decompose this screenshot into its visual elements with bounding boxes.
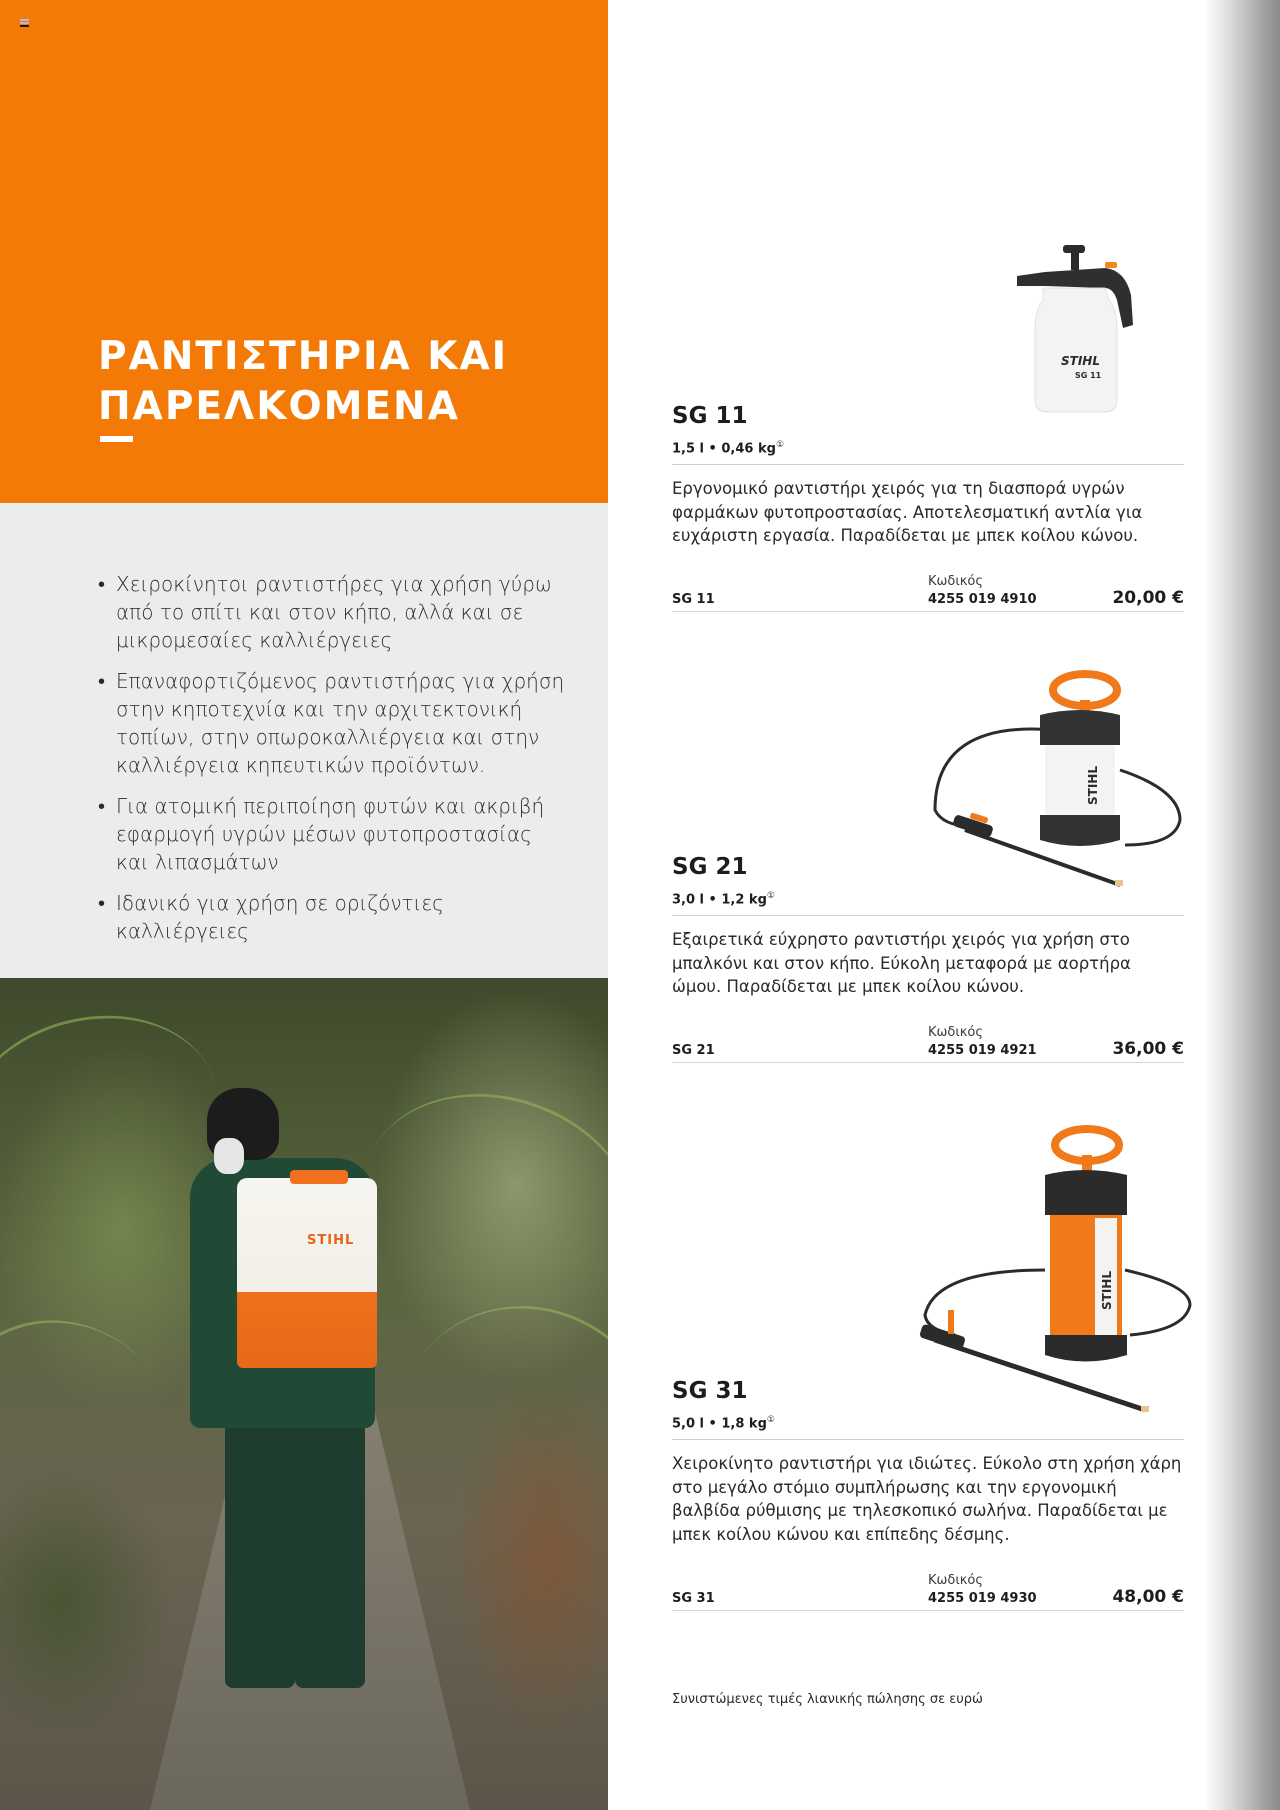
left-column xyxy=(0,0,608,1810)
page-title-line1: ΡΑΝΤΙΣΤΗΡΙΑ ΚΑΙ xyxy=(98,334,509,379)
title-underline-divider xyxy=(100,436,133,442)
feature-item: • Ιδανικό για χρήση σε οριζόντιες καλλιέργειες xyxy=(98,889,568,945)
product-description: Εργονομικό ραντιστήρι χειρός για τη διασπορά υγρών φαρμάκων φυτοπροστασίας. Αποτελεσματική αντλία για ευχάριστη εργασία. Παραδίδεται με μπεκ κοίλου κώνου. xyxy=(672,479,1143,546)
feature-item: • Χειροκίνητοι ραντιστήρες για χρήση γύρω από το σπίτι και στον κήπο, αλλά και σε μικρομεσαίες καλλιέργειες xyxy=(98,570,568,654)
code-label: Κωδικός xyxy=(928,1025,984,1040)
product-sg31 xyxy=(672,1377,1184,1607)
feature-item: • Επαναφορτιζόμενος ραντιστήρας για χρήση στην κηποτεχνία και την αρχιτεκτονική τοπίων, στην οπωροκαλλιέργεια και στην καλλιέργεια κηπευτικών προϊόντων. xyxy=(98,667,568,779)
sg21-logo: STIHL xyxy=(1086,766,1100,805)
feature-list xyxy=(98,570,568,958)
title-panel xyxy=(0,0,608,503)
product-code: 4255 019 4921 xyxy=(928,1043,1037,1058)
price-row xyxy=(672,1571,1184,1611)
price-row xyxy=(672,572,1184,612)
sg31-logo: STIHL xyxy=(1100,1271,1114,1310)
backpack-cap xyxy=(290,1170,348,1184)
page-title xyxy=(98,332,578,432)
feature-item: • Για ατομική περιποίηση φυτών και ακριβή εφαρμογή υγρών μέσων φυτοπροστασίας και λιπασμάτων xyxy=(98,792,568,876)
sg11-product-image xyxy=(1005,240,1145,420)
product-description: Εξαιρετικά εύχρηστο ραντιστήρι χειρός για χρήση στο μπαλκόνι και στον κήπο. Εύκολη μεταφορά με αορτήρα ώμου. Παραδίδεται με μπεκ κοίλου κώνου. xyxy=(672,930,1131,997)
hamburger-menu-icon[interactable] xyxy=(20,19,29,28)
code-label: Κωδικός xyxy=(928,574,984,589)
product-price: 20,00 € xyxy=(1112,588,1184,608)
product-price: 48,00 € xyxy=(1112,1587,1184,1607)
product-name: SG 21 xyxy=(672,854,748,880)
code-label: Κωδικός xyxy=(928,1573,984,1588)
page-edge-shadow xyxy=(1205,0,1280,1810)
sg31-product-image xyxy=(915,1120,1200,1420)
backpack-sprayer xyxy=(237,1178,377,1368)
backpack-logo: STIHL xyxy=(307,1233,355,1248)
price-row xyxy=(672,1023,1184,1063)
sg11-logo: STIHL xyxy=(1061,354,1100,368)
page-title-line2: ΠΑΡΕΛΚΟΜΕΝΑ xyxy=(98,384,460,429)
row-model: SG 11 xyxy=(672,592,715,607)
product-code: 4255 019 4930 xyxy=(928,1591,1037,1606)
product-spec: 5,0 l • 1,8 kg① xyxy=(672,1411,1184,1440)
person-mask xyxy=(214,1138,244,1174)
product-spec: 3,0 l • 1,2 kg① xyxy=(672,887,1184,916)
footnote-marker: ① xyxy=(775,440,785,450)
product-code: 4255 019 4910 xyxy=(928,592,1037,607)
row-model: SG 21 xyxy=(672,1043,715,1058)
product-name: SG 31 xyxy=(672,1378,748,1404)
product-sg11 xyxy=(672,402,1184,608)
footnote-marker: ① xyxy=(766,1415,775,1425)
features-panel xyxy=(0,503,608,978)
product-description: Χειροκίνητο ραντιστήρι για ιδιώτες. Εύκολο στη χρήση χάρη στο μεγάλο στόμιο συμπλήρωσης και την εργονομική βαλβίδα ρύθμισης με τηλεσκοπικό σωλήνα. Παραδίδεται με μπεκ κοίλου κώνου και επίπεδης δέσμης. xyxy=(672,1454,1182,1544)
product-sg21 xyxy=(672,853,1184,1059)
product-price: 36,00 € xyxy=(1112,1039,1184,1059)
gardener-photo xyxy=(0,978,608,1810)
price-footnote: Συνιστώμενες τιμές λιανικής πώλησης σε ευρώ xyxy=(672,1692,983,1707)
product-name: SG 11 xyxy=(672,403,748,429)
row-model: SG 31 xyxy=(672,1591,715,1606)
footnote-marker: ① xyxy=(766,891,775,901)
svg-text:SG 11: SG 11 xyxy=(1075,371,1102,380)
product-spec: 1,5 l • 0,46 kg① xyxy=(672,436,1184,465)
